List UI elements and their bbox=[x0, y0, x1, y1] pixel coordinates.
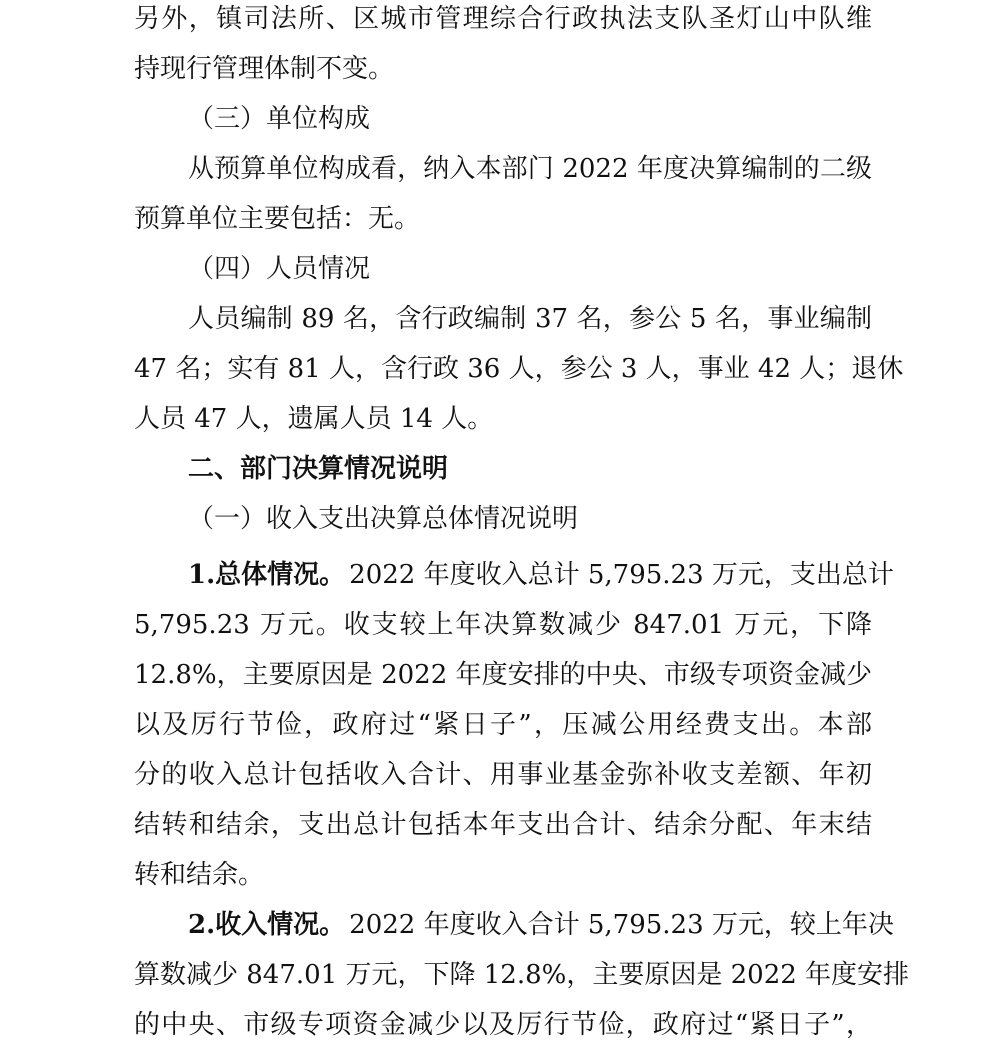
paragraph-line: 人员 47 人，遗属人员 14 人。 bbox=[134, 404, 494, 434]
paragraph-line: 预算单位主要包括：无。 bbox=[134, 204, 421, 234]
paragraph-first-line bbox=[188, 558, 894, 592]
paragraph-line: 的中央、市级专项资金减少以及厉行节俭，政府过“紧日子”， bbox=[134, 1010, 872, 1040]
paragraph-line: 算数减少 847.01 万元，下降 12.8%，主要原因是 2022 年度安排 bbox=[134, 960, 910, 990]
paragraph-text: 2022 年度收入合计 5,795.23 万元，较上年决 bbox=[349, 910, 894, 940]
paragraph-line: 人员编制 89 名，含行政编制 37 名，参公 5 名，事业编制 bbox=[188, 304, 872, 334]
paragraph-line: 结转和结余，支出总计包括本年支出合计、结余分配、年末结 bbox=[134, 810, 872, 840]
paragraph-line: 47 名；实有 81 人，含行政 36 人，参公 3 人，事业 42 人；退休 bbox=[134, 354, 904, 384]
lead-label: 1.总体情况。 bbox=[188, 560, 346, 590]
chapter-heading: 二、部门决算情况说明 bbox=[188, 454, 449, 484]
paragraph-line: 12.8%，主要原因是 2022 年度安排的中央、市级专项资金减少 bbox=[134, 660, 872, 690]
paragraph-line: 以及厉行节俭，政府过“紧日子”，压减公用经费支出。本部 bbox=[134, 710, 872, 740]
paragraph-line: 持现行管理体制不变。 bbox=[134, 54, 395, 84]
paragraph-text: 2022 年度收入总计 5,795.23 万元，支出总计 bbox=[349, 560, 894, 590]
paragraph-line: 转和结余。 bbox=[134, 860, 265, 890]
paragraph-line: 5,795.23 万元。收支较上年决算数减少 847.01 万元，下降 bbox=[134, 610, 872, 640]
paragraph-line: 分的收入总计包括收入合计、用事业基金弥补收支差额、年初 bbox=[134, 760, 872, 790]
paragraph-first-line bbox=[188, 908, 894, 942]
paragraph-line: 另外，镇司法所、区城市管理综合行政执法支队圣灯山中队维 bbox=[134, 4, 872, 34]
section-heading: （三）单位构成 bbox=[188, 104, 371, 134]
paragraph-line: 从预算单位构成看，纳入本部门 2022 年度决算编制的二级 bbox=[188, 154, 872, 184]
section-heading: （四）人员情况 bbox=[188, 254, 371, 284]
section-heading: （一）收入支出决算总体情况说明 bbox=[188, 504, 579, 534]
lead-label: 2.收入情况。 bbox=[188, 910, 346, 940]
